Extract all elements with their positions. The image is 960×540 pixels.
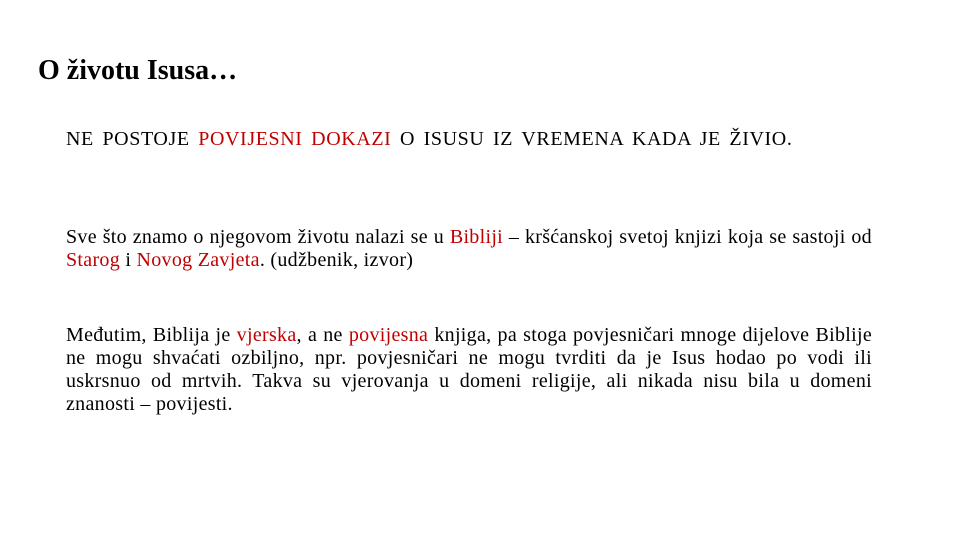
paragraph-3-text-2: , a ne <box>296 324 349 346</box>
highlight-bible: Bibliji <box>449 226 504 248</box>
paragraph-no-evidence <box>66 128 872 151</box>
highlight-old-testament: Starog <box>66 249 121 271</box>
paragraph-religious-book <box>66 324 872 416</box>
slide-title: O životu Isusa… <box>38 55 238 86</box>
highlight-historical: povijesna <box>348 324 429 346</box>
paragraph-2-text-2: – kršćanskoj svetoj knjizi koja se sastoji od <box>503 226 872 248</box>
paragraph-2-text-3: i <box>120 249 137 271</box>
paragraph-1-text-1: NE POSTOJE <box>66 128 199 150</box>
highlight-religious: vjerska <box>236 324 297 346</box>
paragraph-bible-source <box>66 226 872 272</box>
paragraph-2-text-1: Sve što znamo o njegovom životu nalazi se u <box>66 226 450 248</box>
paragraph-2-text-4: . (udžbenik, izvor) <box>259 249 414 271</box>
paragraph-1-text-2: O ISUSU IZ VREMENA KADA JE ŽIVIO. <box>391 128 793 150</box>
paragraph-3-text-3: knjiga, pa stoga povjesničari mnoge dijelove Biblije ne mogu shvaćati ozbiljno, npr. povjesničari ne mogu tvrditi da je Isus hodao po vodi ili uskrsnuo od mrtvih. Takva su vjerovanja u domeni religije, ali nikada nisu bila u domeni znanosti – povijesti. <box>66 324 872 415</box>
highlight-historical-evidence: POVIJESNI DOKAZI <box>198 128 392 150</box>
highlight-new-testament: Novog Zavjeta <box>136 249 260 271</box>
paragraph-3-text-1: Međutim, Biblija je <box>66 324 237 346</box>
